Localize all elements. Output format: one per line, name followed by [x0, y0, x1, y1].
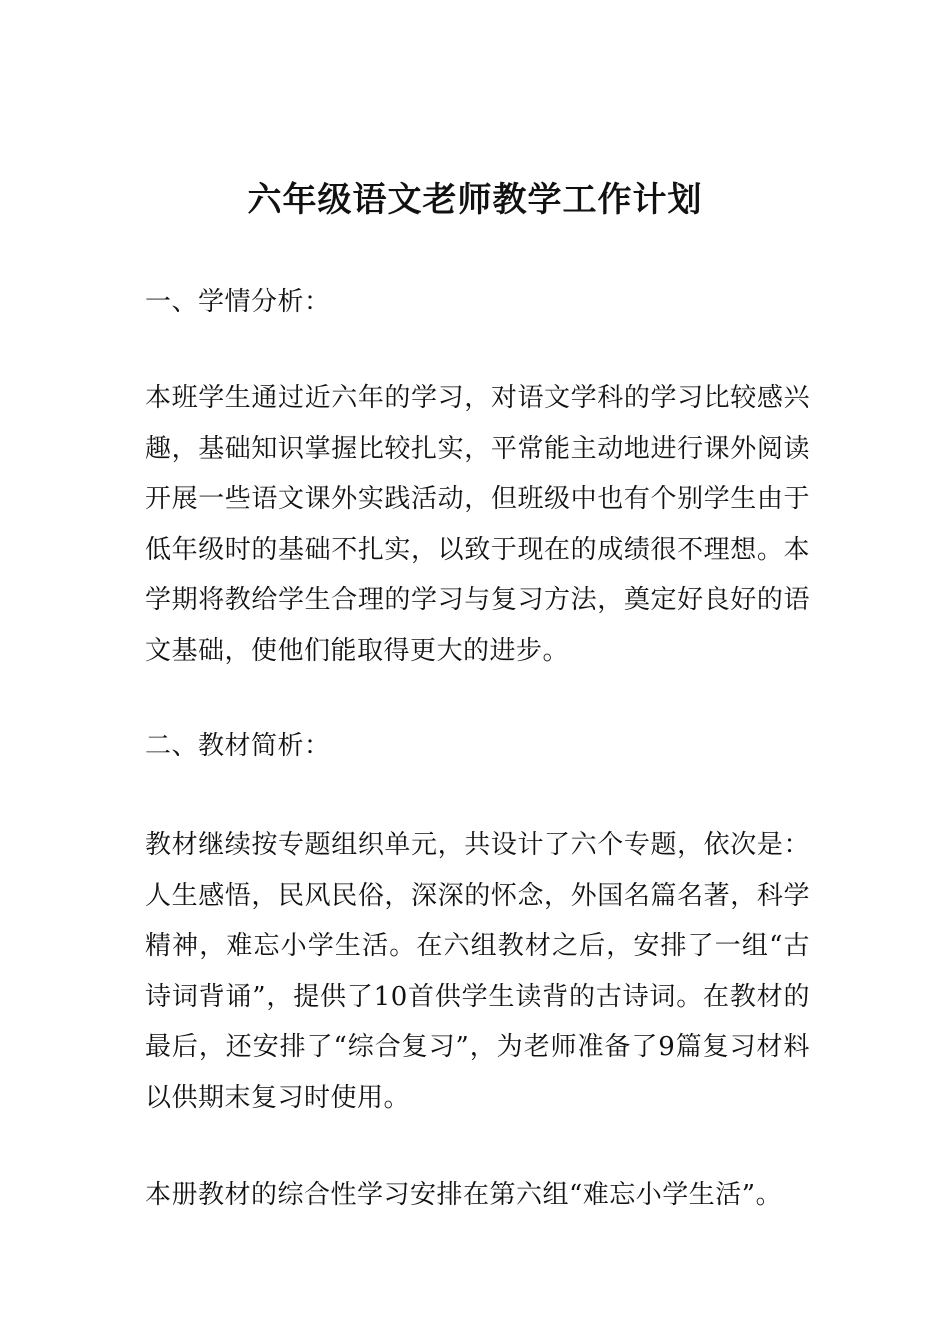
document-title: 六年级语文老师教学工作计划: [247, 180, 703, 220]
paragraph-comprehensive-study: 本册教材的综合性学习安排在第六组“难忘小学生活”。: [145, 1180, 783, 1210]
section-heading-learning-analysis: 一、学情分析：: [145, 287, 331, 317]
paragraph-textbook-topics: 教材继续按专题组织单元，共设计了六个专题，依次是：人生感悟，民风民俗，深深的怀念，外国名篇名著，科学精神，难忘小学生活。在六组教材之后，安排了一组“古诗词背诵”，提供了10首供学生读背的古诗词。在教材的最后，还安排了“综合复习”，为老师准备了9篇复习材料以供期末复习时使用。: [145, 830, 810, 1113]
paragraph-learning-analysis: 本班学生通过近六年的学习，对语文学科的学习比较感兴趣，基础知识掌握比较扎实，平常能主动地进行课外阅读开展一些语文课外实践活动，但班级中也有个别学生由于低年级时的基础不扎实，以致于现在的成绩很不理想。本学期将教给学生合理的学习与复习方法，奠定好良好的语文基础，使他们能取得更大的进步。: [145, 383, 810, 666]
section-heading-textbook-analysis: 二、教材简析：: [145, 731, 331, 761]
